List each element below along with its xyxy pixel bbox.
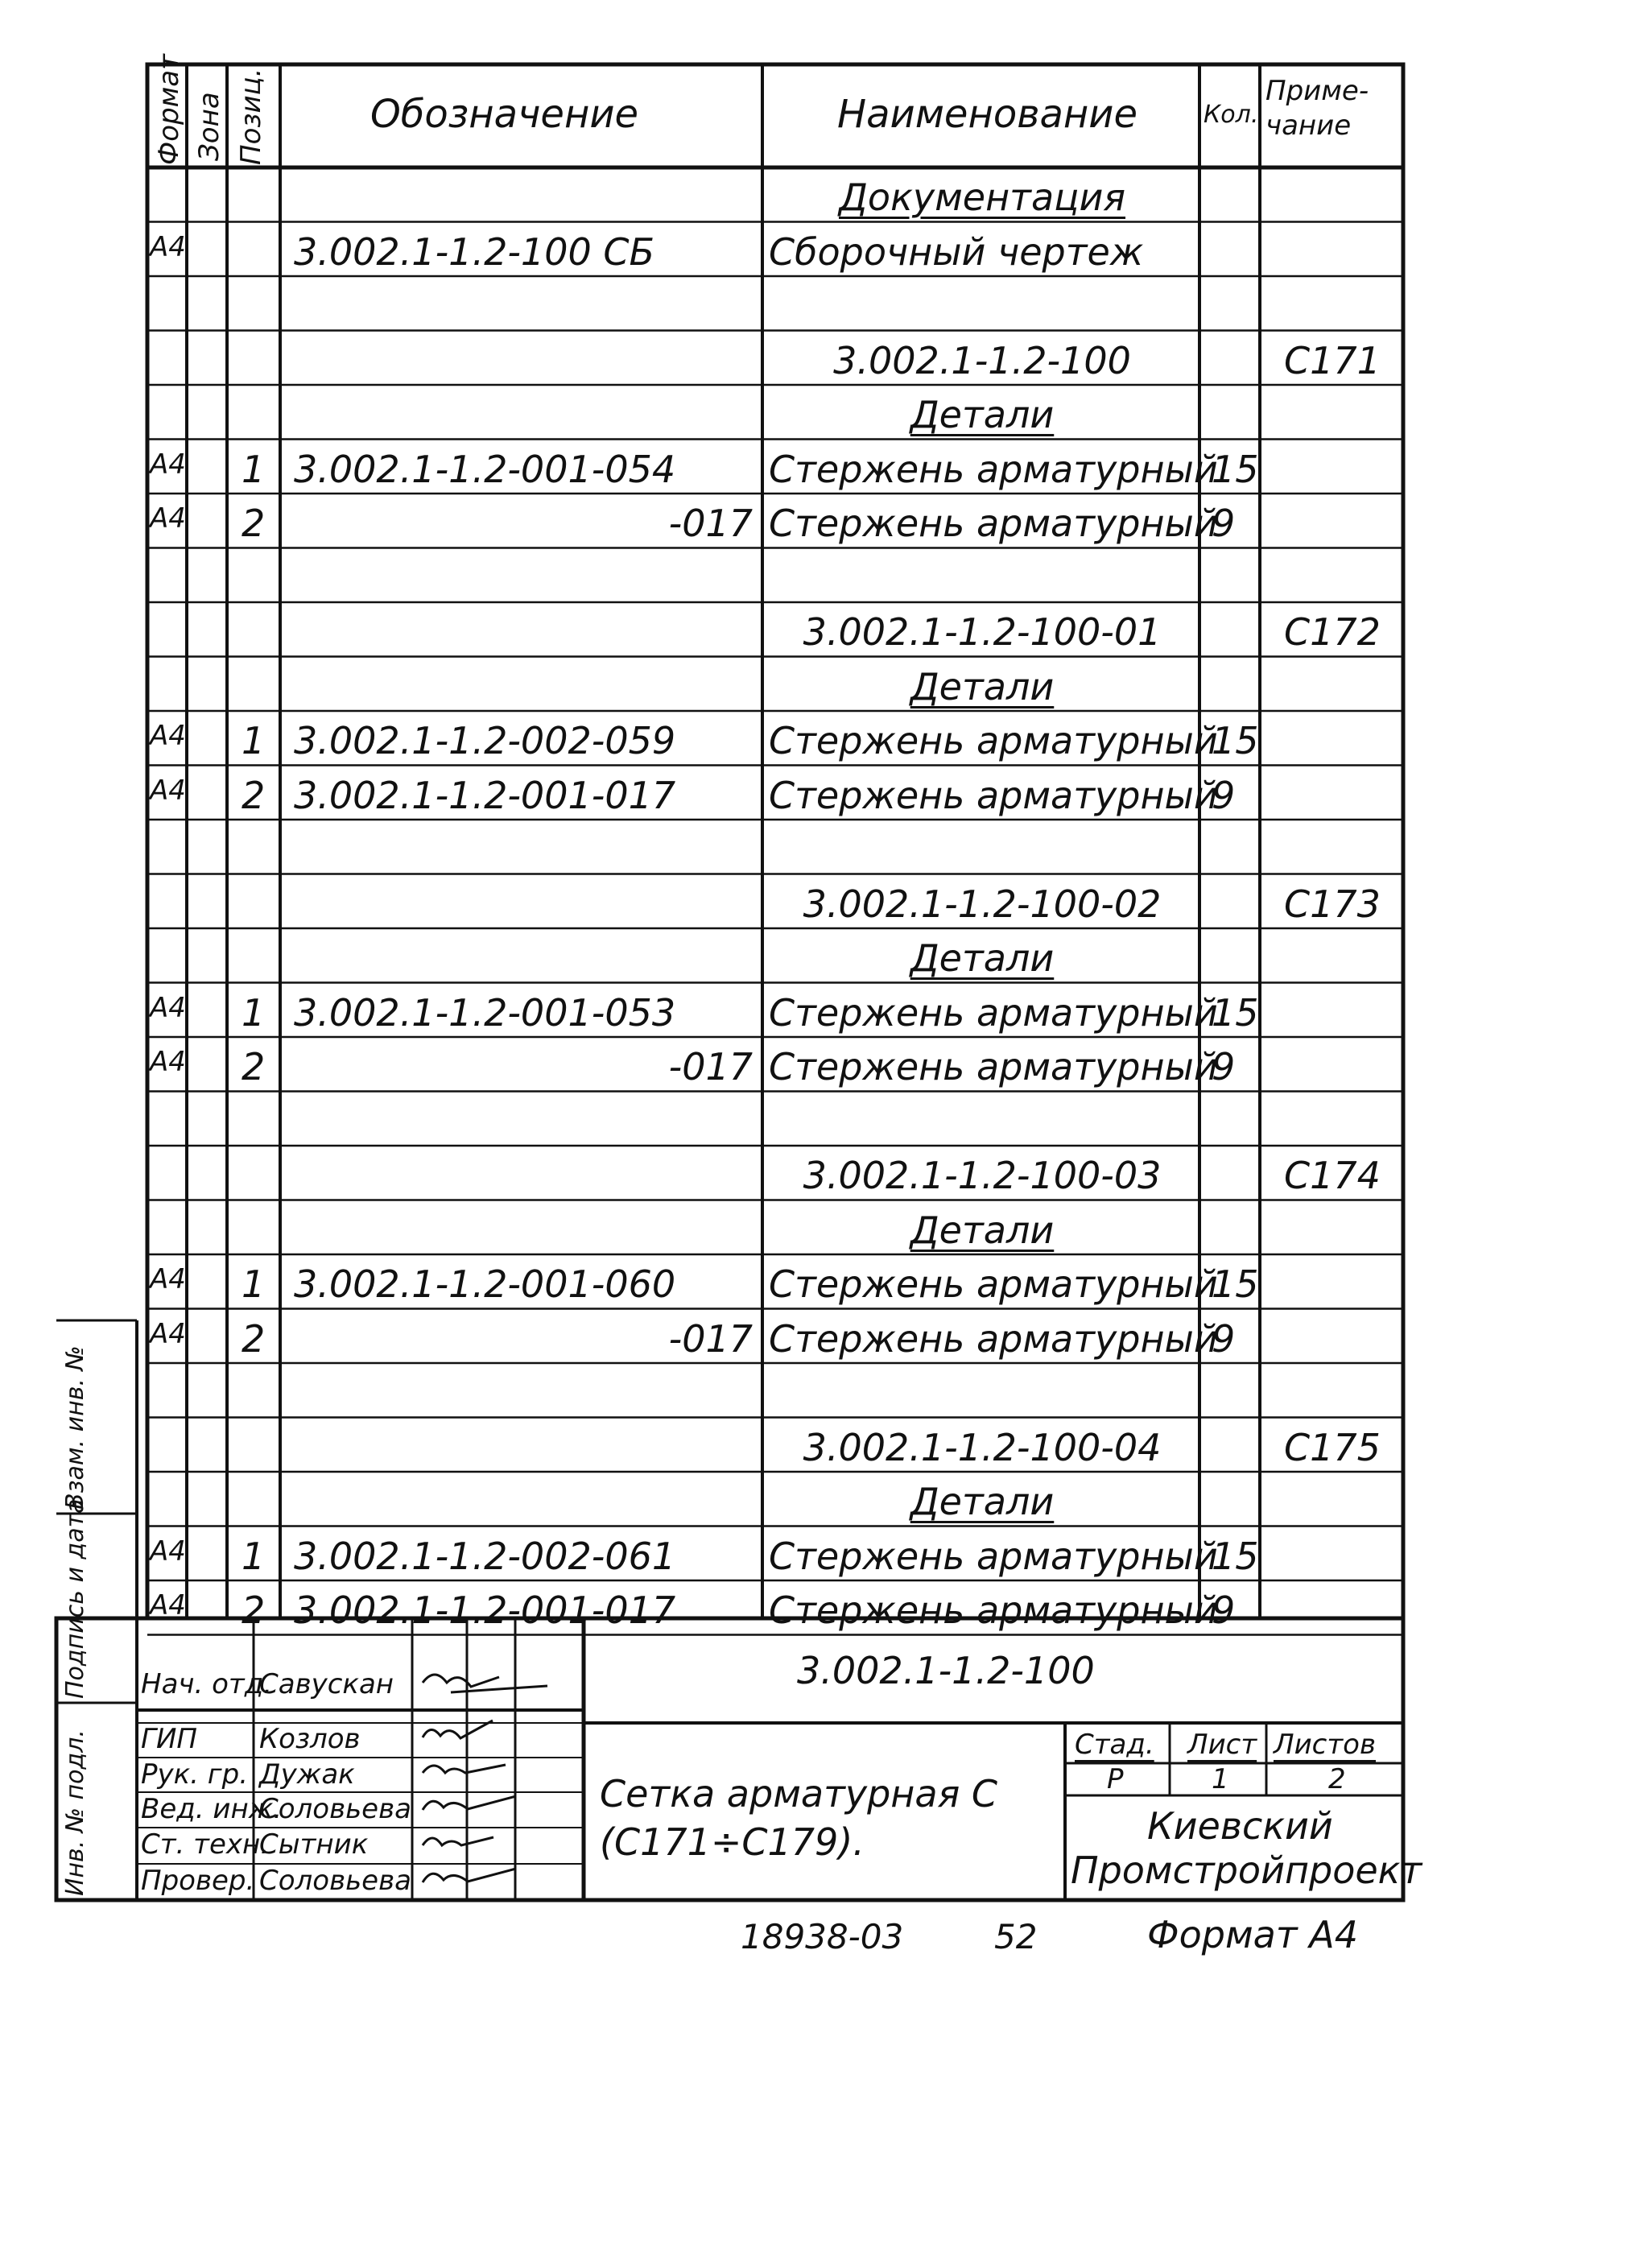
cell-format: А4: [150, 1535, 186, 1568]
cell-designation: -017: [668, 1316, 753, 1361]
table-row: [0, 1472, 1635, 1526]
signature-name: Сытник: [259, 1828, 369, 1861]
cell-position: 2: [242, 773, 266, 817]
stamp-vzam: Взам. инв. №: [61, 1345, 89, 1510]
cell-name: Стержень арматурный: [769, 1262, 1218, 1306]
header-note: Приме- чание: [1265, 75, 1369, 142]
cell-format: А4: [150, 720, 186, 752]
signature-name: Козлов: [259, 1723, 361, 1755]
cell-designation: 3.002.1-1.2-002-059: [294, 719, 676, 762]
table-row: [0, 1418, 1635, 1473]
table-row: [0, 1092, 1635, 1146]
cell-position: 1: [242, 990, 266, 1035]
signature-role: Провер.: [141, 1865, 255, 1897]
cell-name: Стержень арматурный: [769, 773, 1218, 817]
cell-qty: 15: [1212, 1534, 1259, 1578]
cell-assembly-number: 3.002.1-1.2-100-02: [803, 882, 1162, 926]
signature-role: ГИП: [141, 1723, 197, 1755]
cell-note: С175: [1284, 1425, 1381, 1469]
signature-name: Соловьева: [259, 1865, 411, 1897]
table-row: [0, 276, 1635, 331]
table-row: [0, 602, 1635, 657]
cell-name: Стержень арматурный: [769, 1588, 1218, 1632]
table-row: [0, 766, 1635, 820]
cell-position: 1: [242, 1262, 266, 1306]
cell-section-title: Детали: [910, 664, 1055, 708]
cell-position: 1: [242, 1534, 266, 1578]
header-format: Формат: [153, 54, 185, 165]
cell-section-title: Детали: [910, 1480, 1055, 1523]
sheets-value: 2: [1328, 1763, 1346, 1795]
cell-format: А4: [150, 230, 186, 263]
cell-format: А4: [150, 1046, 186, 1078]
signature-name: Савускан: [259, 1668, 394, 1700]
table-row: [0, 1254, 1635, 1309]
cell-note: С174: [1284, 1154, 1381, 1197]
cell-designation: -017: [668, 502, 753, 545]
header-designation: Обозначение: [370, 92, 639, 137]
cell-position: 2: [242, 1316, 266, 1361]
table-row: [0, 1200, 1635, 1255]
cell-name: Стержень арматурный: [769, 1316, 1218, 1361]
signature-role: Нач. отд.: [141, 1668, 273, 1700]
cell-format: А4: [150, 774, 186, 807]
table-row: [0, 222, 1635, 277]
cell-section-title: Документация: [838, 176, 1126, 219]
table-row: [0, 657, 1635, 712]
cell-designation: 3.002.1-1.2-001-017: [294, 773, 676, 817]
footer-format: Формат А4: [1147, 1913, 1358, 1956]
signature-role: Вед. инж.: [141, 1793, 283, 1825]
table-row: [0, 548, 1635, 603]
cell-qty: 15: [1212, 719, 1259, 762]
cell-assembly-number: 3.002.1-1.2-100-01: [803, 610, 1162, 654]
cell-name: Стержень арматурный: [769, 502, 1218, 545]
cell-section-title: Детали: [910, 936, 1055, 980]
cell-qty: 15: [1212, 990, 1259, 1035]
cell-assembly-number: 3.002.1-1.2-100-04: [803, 1425, 1162, 1469]
cell-qty: 9: [1212, 1316, 1236, 1361]
signature-role: Рук. гр.: [141, 1758, 249, 1791]
table-row: [0, 331, 1635, 386]
stamp-inv-podl: Инв. № подл.: [61, 1729, 89, 1896]
signature-role: Ст. техн.: [141, 1828, 270, 1861]
cell-note: С171: [1284, 338, 1381, 382]
cell-note: С173: [1284, 882, 1381, 926]
cell-designation: 3.002.1-1.2-002-061: [294, 1534, 676, 1578]
stage-value: Р: [1107, 1763, 1124, 1795]
footer-page: 52: [994, 1917, 1038, 1956]
cell-name: Стержень арматурный: [769, 719, 1218, 762]
cell-format: А4: [150, 1317, 186, 1350]
table-row: [0, 874, 1635, 929]
sheet-value: 1: [1212, 1763, 1229, 1795]
cell-position: 2: [242, 1045, 266, 1089]
cell-designation: 3.002.1-1.2-001-054: [294, 447, 676, 491]
cell-qty: 9: [1212, 773, 1236, 817]
table-row: [0, 440, 1635, 494]
title-doc-number: 3.002.1-1.2-100: [797, 1649, 1095, 1692]
cell-format: А4: [150, 502, 186, 535]
cell-name: Стержень арматурный: [769, 1534, 1218, 1578]
cell-assembly-number: 3.002.1-1.2-100-03: [803, 1154, 1162, 1197]
table-row: [0, 385, 1635, 440]
cell-designation: 3.002.1-1.2-001-017: [294, 1588, 676, 1632]
table-row: [0, 820, 1635, 874]
cell-position: 1: [242, 447, 266, 491]
table-row: [0, 983, 1635, 1038]
cell-format: А4: [150, 448, 186, 481]
cell-position: 2: [242, 1588, 266, 1632]
table-row: [0, 711, 1635, 766]
signature-name: Дужак: [259, 1758, 355, 1791]
table-row: [0, 494, 1635, 548]
org-line-2: Промстройпроект: [1071, 1849, 1422, 1892]
cell-assembly-number: 3.002.1-1.2-100: [833, 338, 1131, 382]
cell-position: 2: [242, 502, 266, 545]
table-row: [0, 167, 1635, 222]
cell-position: 1: [242, 719, 266, 762]
cell-qty: 9: [1212, 502, 1236, 545]
cell-designation: 3.002.1-1.2-001-053: [294, 990, 676, 1035]
table-row: [0, 928, 1635, 983]
table-row: [0, 1146, 1635, 1200]
cell-note: С172: [1284, 610, 1381, 654]
header-qty: Кол.: [1204, 101, 1259, 129]
title-line-1: Сетка арматурная С: [600, 1772, 997, 1816]
cell-format: А4: [150, 991, 186, 1024]
header-position: Позиц.: [235, 68, 267, 165]
table-row: [0, 1363, 1635, 1418]
cell-format: А4: [150, 1589, 186, 1621]
cell-qty: 15: [1212, 1262, 1259, 1306]
cell-section-title: Детали: [910, 393, 1055, 436]
cell-name: Стержень арматурный: [769, 447, 1218, 491]
cell-qty: 9: [1212, 1045, 1236, 1089]
cell-qty: 15: [1212, 447, 1259, 491]
cell-name: Стержень арматурный: [769, 1045, 1218, 1089]
footer-inventory: 18938-03: [741, 1917, 904, 1956]
signature-name: Соловьева: [259, 1793, 411, 1825]
cell-designation: 3.002.1-1.2-100 СБ: [294, 229, 655, 274]
title-line-2: (С171÷С179).: [600, 1820, 865, 1864]
cell-designation: -017: [668, 1045, 753, 1089]
cell-designation: 3.002.1-1.2-001-060: [294, 1262, 676, 1306]
stamp-podpis: Подпись и дата: [61, 1498, 89, 1699]
header-zone: Зона: [193, 92, 225, 161]
header-name: Наименование: [837, 92, 1138, 137]
cell-qty: 9: [1212, 1588, 1236, 1632]
cell-name: Стержень арматурный: [769, 990, 1218, 1035]
cell-section-title: Детали: [910, 1208, 1055, 1252]
org-line-1: Киевский: [1147, 1804, 1333, 1848]
cell-name: Сборочный чертеж: [769, 229, 1144, 274]
sheet-label: Лист: [1187, 1729, 1257, 1761]
table-row: [0, 1309, 1635, 1364]
cell-format: А4: [150, 1263, 186, 1295]
table-row: [0, 1580, 1635, 1635]
table-row: [0, 1037, 1635, 1092]
stage-label: Стад.: [1075, 1729, 1154, 1761]
table-row: [0, 1526, 1635, 1581]
sheets-label: Листов: [1274, 1729, 1377, 1761]
